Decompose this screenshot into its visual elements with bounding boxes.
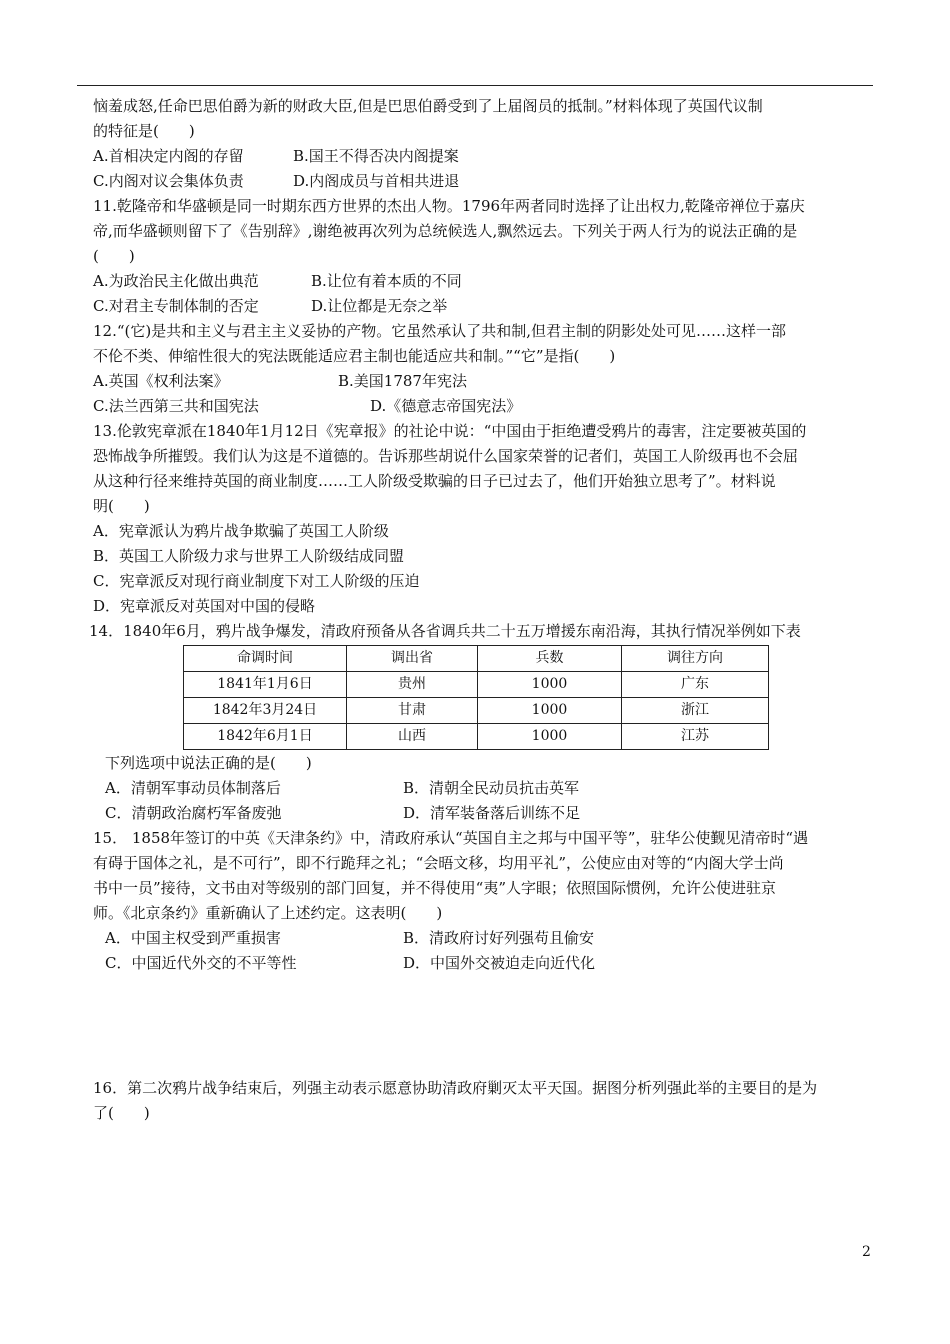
q13-line-1: 13.伦敦宪章派在1840年1月12日《宪章报》的社论中说：“中国由于拒绝遭受鸦片的毒害，注定要被英国的	[93, 422, 807, 440]
table-cell: 甘肃	[347, 698, 478, 724]
q11-option-c[interactable]: C.对君主专制体制的否定	[93, 297, 259, 315]
q11-options-row-2	[93, 294, 873, 319]
q11-option-a[interactable]: A.为政治民主化做出典范	[93, 272, 259, 290]
q13-option-d[interactable]: D．宪章派反对英国对中国的侵略	[93, 597, 316, 615]
q11-options-row-1	[93, 269, 873, 294]
table-row	[184, 672, 769, 698]
q12-options-row-2	[93, 394, 873, 419]
table-cell: 浙江	[622, 698, 769, 724]
q11-option-d[interactable]: D.让位都是无奈之举	[311, 297, 448, 315]
q13-option-a[interactable]: A．宪章派认为鸦片战争欺骗了英国工人阶级	[93, 522, 389, 540]
q15-option-c[interactable]: C．中国近代外交的不平等性	[105, 954, 297, 972]
q14-option-a[interactable]: A．清朝军事动员体制落后	[105, 779, 281, 797]
troop-table	[183, 645, 769, 750]
q12-option-d[interactable]: D.《德意志帝国宪法》	[370, 397, 522, 415]
table-cell: 1842年3月24日	[184, 698, 347, 724]
q15-line-1: 15． 1858年签订的中英《天津条约》中，清政府承认“英国自主之邦与中国平等”，驻华公使觐见清帝时“遇	[93, 829, 809, 847]
table-header-cell: 命调时间	[184, 646, 347, 672]
table-cell: 1000	[478, 724, 622, 750]
q15-option-b[interactable]: B．清政府讨好列强苟且偷安	[403, 929, 595, 947]
page-number: 2	[862, 1244, 871, 1260]
table-header-cell: 兵数	[478, 646, 622, 672]
table-cell: 1841年1月6日	[184, 672, 347, 698]
q14-option-b[interactable]: B．清朝全民动员抗击英军	[403, 779, 580, 797]
q16-line-2: 了( )	[93, 1104, 150, 1122]
q14-option-c[interactable]: C．清朝政治腐朽军备废弛	[105, 804, 282, 822]
table-header-cell: 调出省	[347, 646, 478, 672]
q10-option-c[interactable]: C.内阁对议会集体负责	[93, 172, 244, 190]
q10-line-2: 的特征是( )	[93, 122, 195, 140]
q15-option-a[interactable]: A．中国主权受到严重损害	[105, 929, 281, 947]
q14-line-1: 14．1840年6月，鸦片战争爆发，清政府预备从各省调兵共二十五万增援东南沿海，其执行情况举例如下表	[89, 622, 801, 640]
q13-line-4: 明( )	[93, 497, 150, 515]
q15-line-4: 师。《北京条约》重新确认了上述约定。这表明( )	[93, 904, 443, 922]
q11-line-1: 11.乾隆帝和华盛顿是同一时期东西方世界的杰出人物。1796年两者同时选择了让出权力,乾隆帝禅位于嘉庆	[93, 197, 805, 215]
table-cell: 1000	[478, 698, 622, 724]
header-rule	[77, 85, 873, 86]
question-content	[89, 94, 873, 1126]
q15-line-2: 有碍于国体之礼，是不可行”，即不行跪拜之礼；“会晤文移，均用平礼”，公使应由对等的“内阁大学士尚	[93, 854, 784, 872]
q14-options-row-2	[93, 801, 873, 826]
q11-option-b[interactable]: B.让位有着本质的不同	[311, 272, 462, 290]
q15-option-d[interactable]: D．中国外交被迫走向近代化	[403, 954, 596, 972]
q13-line-2: 恐怖战争所摧毁。我们认为这是不道德的。告诉那些胡说什么国家荣誉的记者们，英国工人阶级再也不会屈	[93, 447, 799, 465]
table-cell: 广东	[622, 672, 769, 698]
table-row	[184, 698, 769, 724]
q13-line-3: 从这种行径来维持英国的商业制度……工人阶级受欺骗的日子已过去了，他们开始独立思考了”。材料说	[93, 472, 776, 490]
q15-line-3: 书中一员”接待，文书由对等级别的部门回复，并不得使用“夷”人字眼；依照国际惯例，允许公使进驻京	[93, 879, 777, 897]
q13-option-b[interactable]: B．英国工人阶级力求与世界工人阶级结成同盟	[93, 547, 405, 565]
q10-option-d[interactable]: D.内阁成员与首相共进退	[293, 172, 460, 190]
q13-option-c[interactable]: C．宪章派反对现行商业制度下对工人阶级的压迫	[93, 572, 420, 590]
q14-options-row-1	[93, 776, 873, 801]
q16-line-1: 16．第二次鸦片战争结束后，列强主动表示愿意协助清政府剿灭太平天国。据图分析列强此举的主要目的是为	[93, 1079, 818, 1097]
q10-option-a[interactable]: A.首相决定内阁的存留	[93, 147, 244, 165]
q10-options-row-2	[93, 169, 873, 194]
q14-prompt: 下列选项中说法正确的是( )	[105, 754, 312, 772]
q12-line-2: 不伦不类、伸缩性很大的宪法既能适应君主制也能适应共和制。”“它”是指( )	[93, 347, 616, 365]
q12-option-c[interactable]: C.法兰西第三共和国宪法	[93, 397, 259, 415]
spacer	[93, 976, 873, 1076]
q12-line-1: 12.“(它)是共和主义与君主主义妥协的产物。它虽然承认了共和制,但君主制的阴影处处可见……这样一部	[93, 322, 786, 340]
q11-line-3: ( )	[93, 247, 135, 265]
q12-option-a[interactable]: A.英国《权利法案》	[93, 372, 229, 390]
q12-option-b[interactable]: B.美国1787年宪法	[338, 372, 467, 390]
q11-line-2: 帝,而华盛顿则留下了《告别辞》,谢绝被再次列为总统候选人,飘然远去。下列关于两人行为的说法正确的是	[93, 222, 798, 240]
q14-option-d[interactable]: D．清军装备落后训练不足	[403, 804, 581, 822]
table-row	[184, 724, 769, 750]
q10-options-row-1	[93, 144, 873, 169]
table-cell: 江苏	[622, 724, 769, 750]
table-cell: 1842年6月1日	[184, 724, 347, 750]
table-cell: 贵州	[347, 672, 478, 698]
q15-options-row-2	[93, 951, 873, 976]
q12-options-row-1	[93, 369, 873, 394]
table-header-row	[184, 646, 769, 672]
table-cell: 山西	[347, 724, 478, 750]
q15-options-row-1	[93, 926, 873, 951]
table-header-cell: 调往方向	[622, 646, 769, 672]
q10-option-b[interactable]: B.国王不得否决内阁提案	[293, 147, 459, 165]
q10-line-1: 恼羞成怒,任命巴思伯爵为新的财政大臣,但是巴思伯爵受到了上届阁员的抵制。”材料体现了英国代议制	[93, 97, 763, 115]
table-cell: 1000	[478, 672, 622, 698]
